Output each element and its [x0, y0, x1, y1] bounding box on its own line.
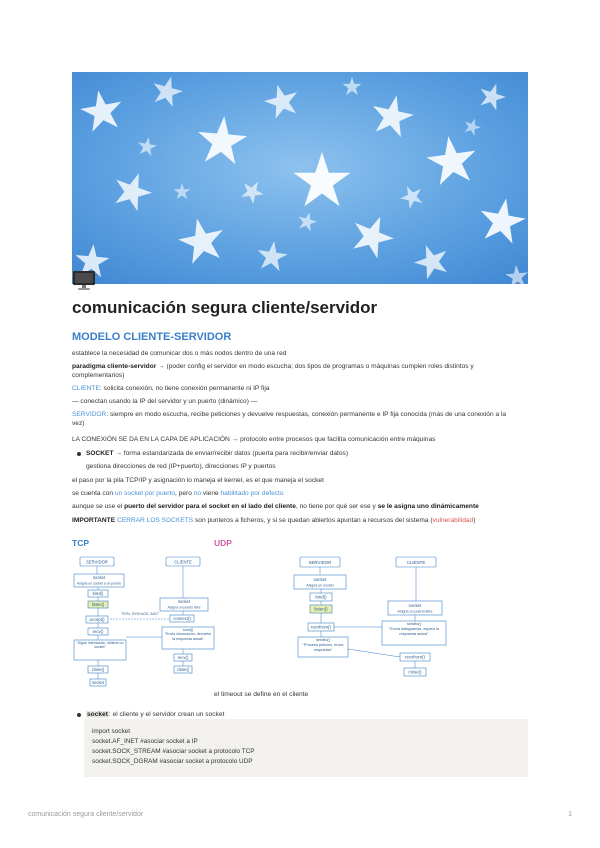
paragraph-6: LA CONEXIÓN SE DA EN LA CAPA DE APLICACIÓN → protocolo entre procesos que facilita comunicación entre máquinas	[72, 436, 436, 443]
tcp-recv-note-wrap	[75, 641, 125, 659]
paragraph-8	[72, 489, 512, 498]
udp-c-socket-label: socket	[408, 603, 422, 608]
servidor-label: SERVIDOR	[72, 411, 107, 418]
socket-item	[86, 710, 512, 719]
tcp-handshake-label: "SYN, SYN+ACK, ACK"	[120, 612, 160, 616]
cover-image	[72, 72, 528, 284]
page-title: comunicación segura cliente/servidor	[72, 298, 378, 317]
code-line-1: import socket	[92, 728, 131, 735]
code-line-2: socket.AF_INET #asociar socket a IP	[92, 738, 198, 745]
udp-sendto-note-wrap	[383, 622, 445, 644]
tcp-listen-label: listen()	[91, 602, 105, 607]
udp-diagram	[284, 553, 454, 683]
tcp-send-note-text: "Envía información, devuelve la respuesta actual"	[164, 632, 212, 641]
paradigm-text: → (poder config el servidor en modo escucha; dos tipos de programas o máquinas cumplen roles distintos y complementarios)	[72, 363, 474, 379]
paragraph-7: el paso por la pila TCP/IP y asignación lo maneja el kernel, es el que maneja el socket	[72, 477, 324, 484]
tcp-cliente-label: CLIENTE	[174, 559, 192, 565]
paragraph-4: — conectan usando la IP del servidor y un puerto (dinámico) —	[72, 398, 258, 405]
socket-item-text: : el cliente y el servidor crean un socket	[108, 711, 225, 718]
tcp-connect-label: connect()	[173, 616, 191, 621]
tcp-send-note	[163, 628, 213, 641]
tcp-bind-label: bind()	[92, 591, 104, 596]
udp-s-socket-label: socket	[313, 577, 327, 582]
tcp-diagram	[70, 553, 220, 689]
tcp-c-socket-note: Asigna un puerto libre	[167, 605, 201, 610]
p9-text-a: aunque se use el	[72, 503, 125, 510]
tcp-recv-c-label: recv()	[177, 655, 189, 660]
udp-sendto-c-label: sendto()	[407, 622, 421, 626]
bullet-dot	[77, 452, 81, 456]
udp-process-wrap	[299, 638, 347, 656]
socket-bullet	[86, 449, 512, 458]
tcp-socket-end-label: socket	[91, 680, 105, 685]
p9-text-c: , no tiene por qué ser ese y	[295, 503, 378, 510]
p8-text-f: habilitado por defecto	[220, 490, 284, 497]
p10-text-c: son punteros a ficheros, y si se quedan abiertos apuntan a recursos del sistema (	[193, 517, 433, 524]
p8-text-d: no	[193, 490, 202, 497]
udp-bind-label: bind()	[315, 594, 327, 600]
p10-text-b: CERRAR LOS SOCKETS	[116, 517, 194, 524]
socket-item-label: socket	[87, 711, 108, 718]
computer-monitor-icon	[72, 270, 96, 292]
p9-text-b: puerto del servidor para el socket en el lado del cliente	[124, 503, 296, 510]
udp-process-note-text: "Procesa petición, envía respuesta"	[302, 642, 344, 652]
tcp-send-note-wrap	[163, 628, 213, 648]
tcp-accept-label: accept()	[89, 617, 105, 622]
udp-process-note	[299, 638, 347, 652]
cliente-text: : solicita conexión, no tiene conexión permanente ni IP fija	[99, 385, 270, 392]
footer-page-number: 1	[568, 811, 572, 818]
diagram-caption: el timeout se define en el cliente	[214, 691, 309, 698]
udp-sendto-note-text: "Envía datagramas, espera la respuesta actual"	[389, 626, 439, 636]
tcp-s-socket-label: socket	[92, 575, 106, 580]
tcp-send-label: send()	[182, 628, 194, 632]
code-line-4: socket.SOCK_DGRAM #asociar socket a protocolo UDP	[92, 758, 253, 765]
socket-bullet-text: → forma estandarizada de enviar/recibir datos (puerta para recibir/enviar datos)	[113, 450, 349, 457]
p8-text-e: viene	[201, 490, 221, 497]
cliente-label: CLIENTE	[72, 385, 100, 392]
paragraph-9	[72, 502, 512, 511]
p8-text-c: , pero	[175, 490, 194, 497]
udp-recvfrom-label: recvfrom()	[310, 624, 332, 630]
socket-bullet-label: SOCKET	[86, 450, 114, 457]
tcp-s-socket-note: Asigna un socket a un puerto	[77, 581, 121, 586]
tcp-close-c-label: close()	[176, 667, 190, 672]
code-line-3: socket.SOCK_STREAM #asociar socket a protocolo TCP	[92, 748, 255, 755]
servidor-text: : siempre en modo escucha, recibe peticiones y devuelve respuestas, conexión permanente e IP fija conocida (más de una conexión a la vez)	[72, 411, 507, 427]
tcp-recv-note: "Sigue intentando, obtiene un socket"	[76, 641, 124, 650]
paragraph-3	[72, 384, 512, 393]
p8-text-a: se cuenta con	[72, 490, 115, 497]
udp-recvfrom-c-label: recvfrom()	[404, 654, 426, 660]
tcp-c-socket-label: socket	[177, 599, 191, 604]
tcp-servidor-label: SERVIDOR	[86, 559, 108, 565]
udp-c-socket-note: Asigna un puerto libre	[397, 609, 433, 614]
p10-text-e: )	[473, 517, 476, 524]
star-pattern	[72, 72, 528, 284]
p9-text-d: se le asigna uno dinámicamente	[377, 503, 479, 510]
udp-s-socket-note: Asigna un socket	[306, 583, 334, 588]
tcp-close-s-label: close()	[91, 667, 105, 672]
p8-text-b: un socket por puerto	[114, 490, 176, 497]
tcp-heading: TCP	[72, 538, 89, 548]
p10-text-a: IMPORTANTE	[72, 517, 116, 524]
bullet-dot-2	[77, 713, 81, 717]
paradigm-label: paradigma cliente-servidor	[72, 363, 157, 370]
udp-listen-label: listen()	[314, 606, 328, 612]
paragraph-1: establece la necesidad de comunicar dos o más nodos dentro de una red	[72, 350, 287, 357]
udp-close-label: close()	[408, 669, 422, 675]
socket-sub-text: gestiona direcciones de red (IP+puerto), direcciones IP y puertos	[86, 463, 276, 470]
p10-text-d: vulnerabilidad	[432, 517, 474, 524]
paragraph-5	[72, 410, 512, 428]
paragraph-2	[72, 362, 512, 380]
udp-servidor-label: SERVIDOR	[308, 560, 332, 565]
udp-sendto-label: sendto()	[316, 638, 330, 642]
udp-heading: UDP	[214, 538, 232, 548]
paragraph-10	[72, 516, 512, 525]
footer-title: comunicación segura cliente/servidor	[28, 811, 144, 818]
section-heading: MODELO CLIENTE-SERVIDOR	[72, 331, 232, 343]
udp-cliente-label: CLIENTE	[406, 560, 426, 565]
code-block	[84, 719, 528, 777]
tcp-recv-label: recv()	[92, 629, 104, 634]
udp-sendto-note	[383, 622, 445, 636]
